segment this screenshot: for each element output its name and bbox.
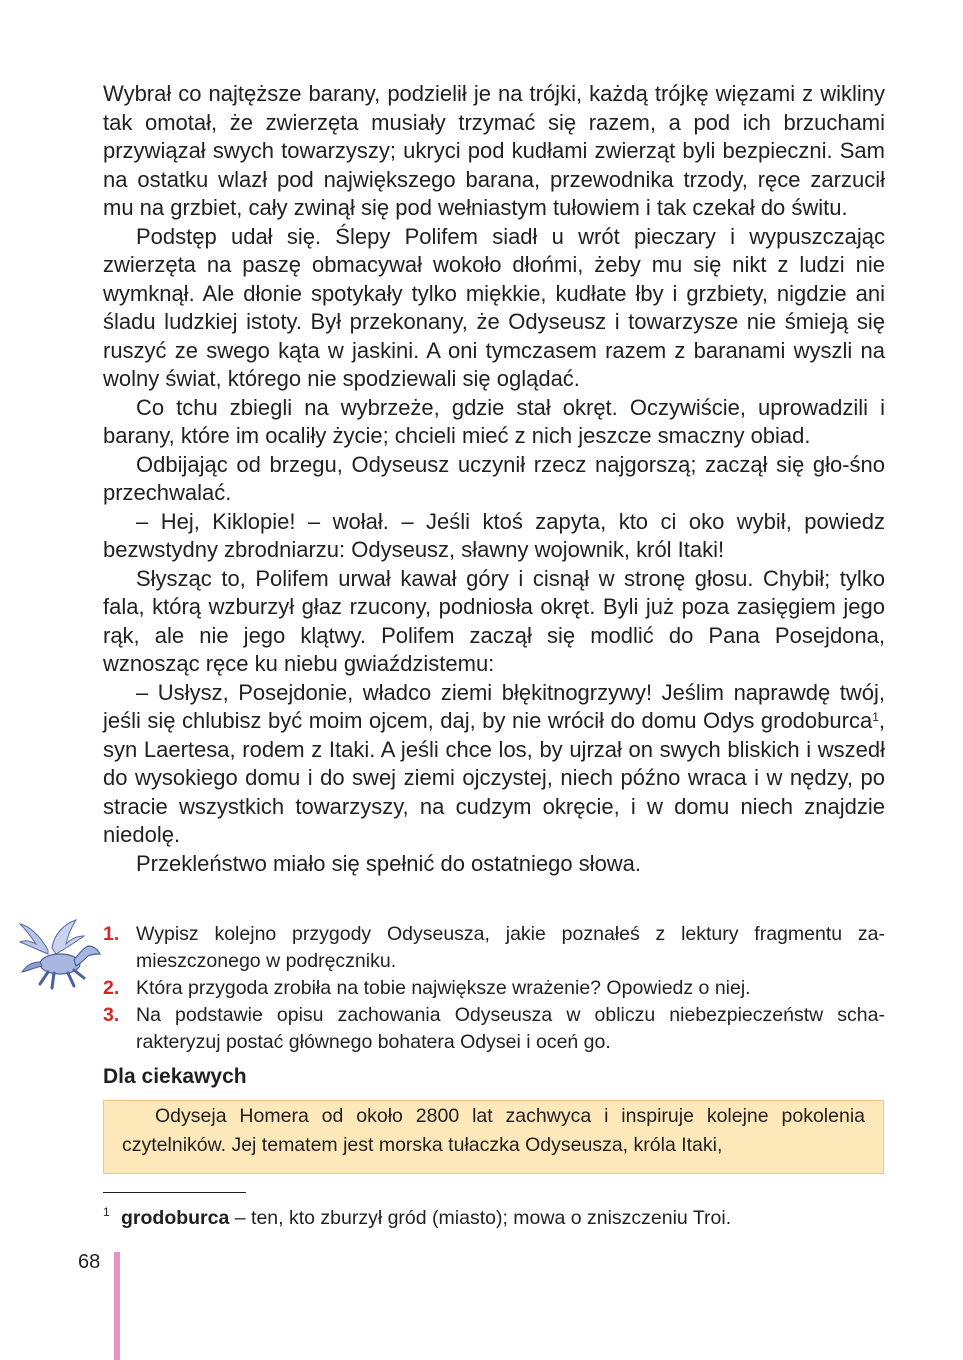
paragraph: Co tchu zbiegli na wybrzeże, gdzie stał okręt. Oczywiście, uprowadzili i barany, które im ocaliły życie; chcieli mieć z nich jeszcze smaczny obiad. bbox=[103, 394, 885, 448]
main-text bbox=[103, 80, 885, 878]
section-heading: Dla ciekawych bbox=[103, 1065, 247, 1088]
task-number: 3. bbox=[103, 1004, 120, 1026]
paragraph: Odbijając od brzegu, Odyseusz uczynił rzecz najgorszą; zaczął się gło-śno przechwalać. bbox=[103, 451, 885, 505]
paragraph-text: , syn Laertesa, rodem z Itaki. A jeśli chce los, by ujrzał on swych bliskich i wszedł do wysokiego domu i do swej ziemi ojczystej, niech późno wraca i w nędzy, po stracie wszystkich towarzyszy, na cudzym okręcie, i w domu niech znajdzie niedolę. bbox=[103, 708, 885, 847]
paragraph bbox=[103, 679, 885, 850]
paragraph-text: – Usłysz, Posejdonie, władco ziemi błękitnogrzywy! Jeślim naprawdę twój, jeśli się chlubisz być moim ojcem, daj, by nie wrócił do domu Odys grodoburca bbox=[103, 679, 885, 733]
task-text: Wypisz kolejno przygody Odyseusza, jakie poznałeś z lektury fragmentu za-mieszczonego w podręczniku. bbox=[136, 923, 885, 972]
paragraph: Przekleństwo miało się spełnić do ostatniego słowa. bbox=[136, 850, 642, 876]
page-edge-bar bbox=[114, 1252, 120, 1360]
paragraph: Podstęp udał się. Ślepy Polifem siadł u wrót pieczary i wypuszczając zwierzęta na paszę obmacywał wokoło dłońmi, żeby mu się nikt z ludzi nie wymknął. Ale dłonie spotykały tylko miękkie, kudłate łby i grzbiety, nigdzie ani śladu ludzkiej istoty. Był przekonany, że Odyseusz i towarzysze nie śmieją się ruszyć ze swego kąta w jaskini. A oni tymczasem razem z baranami wyszli na wolny świat, którego nie spodziewali się oglądać. bbox=[103, 223, 885, 391]
task-list bbox=[103, 921, 885, 1056]
task-item bbox=[103, 1002, 885, 1056]
info-box bbox=[103, 1100, 884, 1174]
footnote-divider bbox=[103, 1192, 246, 1193]
footnote-term: grodoburca bbox=[121, 1207, 230, 1229]
task-text: Która przygoda zrobiła na tobie największe wrażenie? Opowiedz o niej. bbox=[136, 977, 751, 999]
pegasus-icon bbox=[18, 918, 104, 992]
paragraph: – Hej, Kiklopie! – wołał. – Jeśli ktoś zapyta, kto ci oko wybił, powiedz bezwstydny zbrodniarzu: Odyseusz, sławny wojownik, król Itaki! bbox=[103, 508, 885, 562]
info-box-text: Odyseja Homera od około 2800 lat zachwyca i inspiruje kolejne pokolenia czytelników. Jej tematem jest morska tułaczka Odyseusza, króla Itaki, bbox=[122, 1105, 865, 1156]
task-item bbox=[103, 921, 885, 975]
footnote-mark: 1 bbox=[103, 1205, 110, 1219]
footnote-text: – ten, kto zburzył gród (miasto); mowa o zniszczeniu Troi. bbox=[229, 1207, 732, 1229]
paragraph: Wybrał co najtęższe barany, podzielił je na trójki, każdą trójkę więzami z wikliny tak omotał, że zwierzęta musiały trzymać się razem, a pod ich brzuchami przywiązał swych towarzyszy; ukryci pod kudłami zwierząt byli bezpieczni. Sam na ostatku wlazł pod największego barana, przewodnika trzody, ręce zarzucił mu na grzbiet, cały zwinął się pod wełniastym tułowiem i tak czekał do świtu. bbox=[103, 81, 885, 220]
footnote bbox=[103, 1199, 885, 1231]
task-number: 2. bbox=[103, 977, 120, 999]
footnote-reference[interactable]: 1 bbox=[872, 710, 879, 724]
task-item bbox=[103, 975, 885, 1002]
task-number: 1. bbox=[103, 923, 120, 945]
page-number: 68 bbox=[78, 1251, 101, 1273]
paragraph: Słysząc to, Polifem urwał kawał góry i cisnął w stronę głosu. Chybił; tylko fala, którą wzburzył głaz rzucony, podniosła okręt. Byli już poza zasięgiem jego rąk, ale nie jego klątwy. Polifem zaczął się modlić do Pana Posejdona, wznosząc ręce ku niebu gwiaździstemu: bbox=[103, 565, 885, 676]
task-text: Na podstawie opisu zachowania Odyseusza w obliczu niebezpieczeństw scha-rakteryzuj postać głównego bohatera Odysei i oceń go. bbox=[136, 1004, 885, 1053]
